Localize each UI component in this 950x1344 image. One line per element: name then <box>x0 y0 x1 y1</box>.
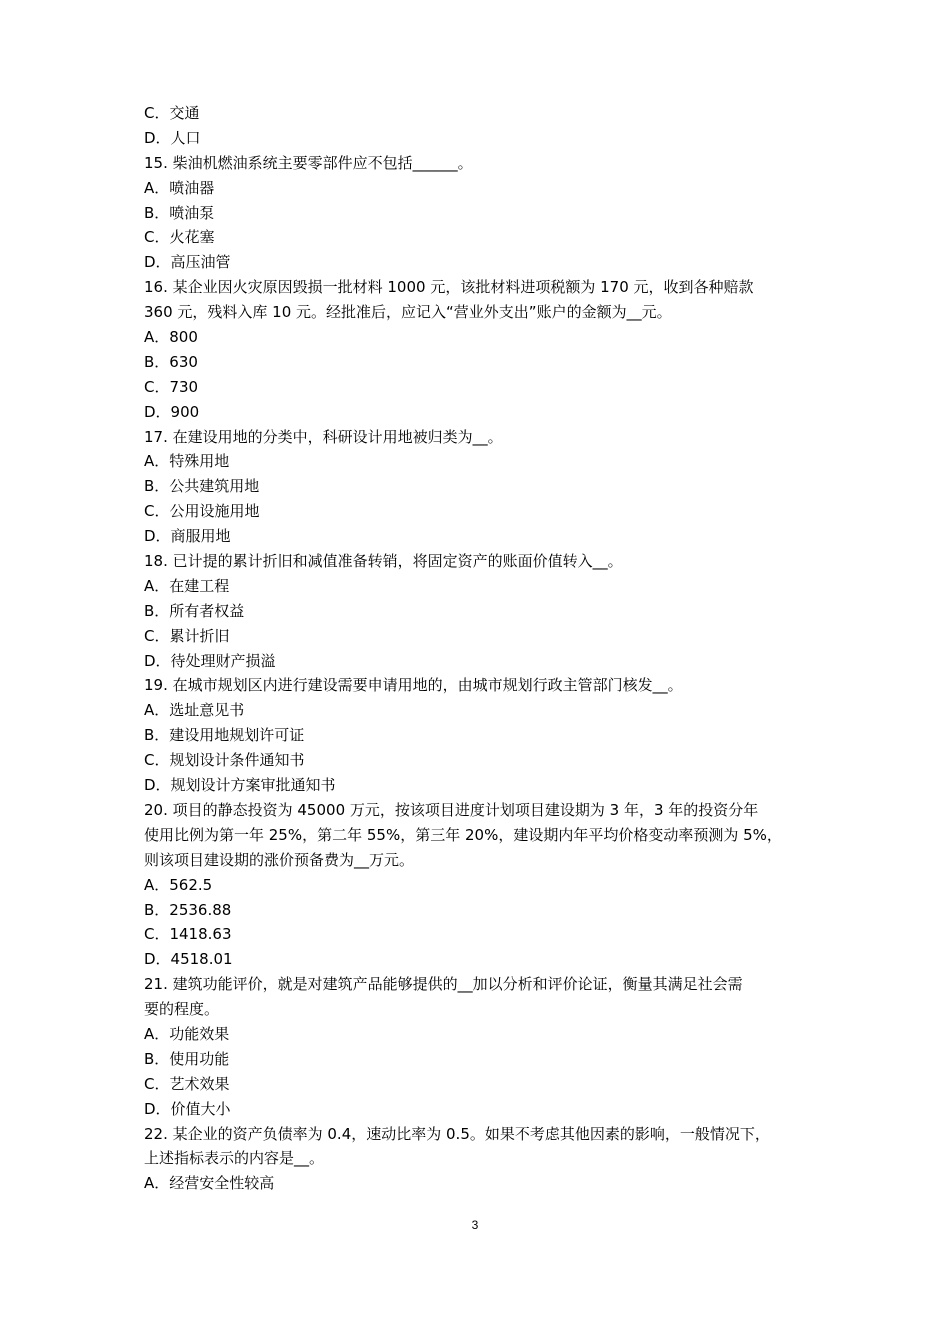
question-line: 15. 柴油机燃油系统主要零部件应不包括______。 <box>144 153 473 172</box>
option-line: C．累计折旧 <box>144 626 230 645</box>
option-line: D．人口 <box>144 128 201 147</box>
option-line: A．选址意见书 <box>144 701 245 720</box>
question-line: 21. 建筑功能评价，就是对建筑产品能够提供的__加以分析和评价论证，衡量其满足社会需 <box>144 975 743 994</box>
question-line: 22. 某企业的资产负债率为 0.4，速动比率为 0.5。如果不考虑其他因素的影响，一般情况下， <box>144 1124 770 1143</box>
option-line: B．630 <box>144 352 198 371</box>
option-line: A．喷油器 <box>144 178 215 197</box>
question-line: 19. 在城市规划区内进行建设需要申请用地的，由城市规划行政主管部门核发__。 <box>144 676 683 695</box>
option-line: C．730 <box>144 377 199 396</box>
option-line: A．在建工程 <box>144 576 230 595</box>
option-line: D．规划设计方案审批通知书 <box>144 776 336 795</box>
option-line: A．功能效果 <box>144 1024 230 1043</box>
option-line: A．800 <box>144 328 198 347</box>
option-line: B．喷油泵 <box>144 203 215 222</box>
option-line: C．艺术效果 <box>144 1074 230 1093</box>
question-continuation-line: 要的程度。 <box>144 1000 220 1019</box>
question-line: 18. 已计提的累计折旧和减值准备转销，将固定资产的账面价值转入__。 <box>144 552 623 571</box>
question-continuation-line: 则该项目建设期的涨价预备费为__万元。 <box>144 850 415 869</box>
option-line: C．交通 <box>144 104 200 122</box>
option-line: D．高压油管 <box>144 253 231 272</box>
option-line: C．公用设施用地 <box>144 502 260 521</box>
option-line: D．价值大小 <box>144 1099 231 1118</box>
page-number: 3 <box>471 1218 479 1232</box>
option-line: B．建设用地规划许可证 <box>144 726 305 745</box>
option-line: D．4518.01 <box>144 950 233 969</box>
option-line: C．火花塞 <box>144 228 215 247</box>
option-line: B．公共建筑用地 <box>144 477 260 496</box>
question-line: 17. 在建设用地的分类中，科研设计用地被归类为__。 <box>144 427 503 446</box>
question-continuation-line: 使用比例为第一年 25%，第二年 55%，第三年 20%，建设期内年平均价格变动率预测为 5%， <box>144 825 782 844</box>
option-line: A．562.5 <box>144 875 213 894</box>
option-line: D．待处理财产损溢 <box>144 651 276 670</box>
question-continuation-line: 360 元，残料入库 10 元。经批准后，应记入“营业外支出”账户的金额为__元。 <box>144 303 672 322</box>
option-line: D．900 <box>144 402 200 421</box>
option-line: A．经营安全性较高 <box>144 1174 275 1193</box>
document-body <box>144 101 812 1196</box>
option-line: B．2536.88 <box>144 900 232 919</box>
option-line: A．特殊用地 <box>144 452 230 471</box>
question-continuation-line: 上述指标表示的内容是__。 <box>144 1149 325 1168</box>
question-line: 16. 某企业因火灾原因毁损一批材料 1000 元，该批材料进项税额为 170 元，收到各种赔款 <box>144 278 754 297</box>
question-line: 20. 项目的静态投资为 45000 万元，按该项目进度计划项目建设期为 3 年，3 年的投资分年 <box>144 800 759 819</box>
option-line: C．规划设计条件通知书 <box>144 751 305 770</box>
option-line: B．使用功能 <box>144 1049 230 1068</box>
option-line: B．所有者权益 <box>144 601 245 620</box>
option-line: D．商服用地 <box>144 527 231 546</box>
option-line: C．1418.63 <box>144 925 232 944</box>
